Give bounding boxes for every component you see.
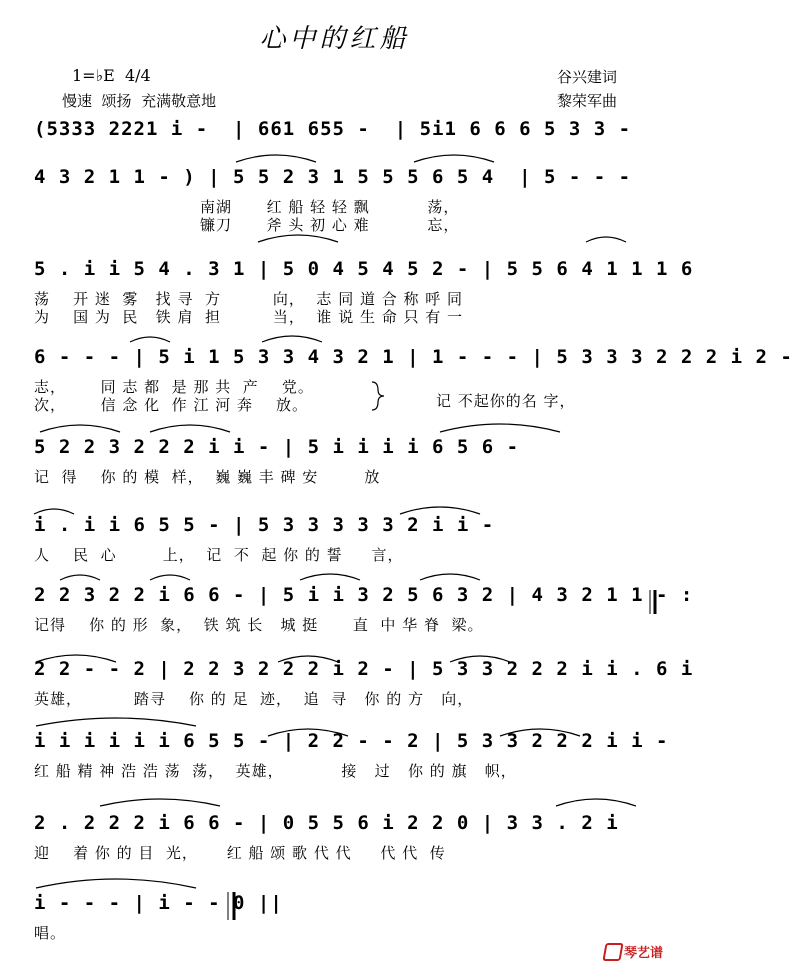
lyric-line: 为 国 为 民 铁 肩 担 当， 谁 说 生 命 只 有 一 [34, 308, 464, 326]
lyric-line: 唱。 [34, 924, 67, 942]
composer-credit: 黎荣军曲 [557, 92, 618, 110]
notation-line: i i i i i i 6 5 5 - | 2 2 - - 2 | 5 3 3 2 2 2 i i - [34, 730, 669, 752]
tempo-marking: 慢速 颂扬 充满敬意地 [62, 92, 217, 110]
lyric-line: 志， 同 志 都 是 那 共 产 党。 [34, 378, 314, 396]
logo-mark-icon [602, 943, 623, 961]
lyric-line: 镰刀 斧 头 初 心 难 忘， [200, 216, 460, 234]
lyric-line: 记得 你 的 形 象， 铁 筑 长 城 挺 直 中 华 脊 梁。 [34, 616, 484, 634]
site-logo: 琴艺谱 [604, 942, 663, 961]
notation-line: 2 2 3 2 2 i 6 6 - | 5 i i 3 2 5 6 3 2 | 4 3 2 1 1 - : [34, 584, 694, 606]
lyric-line: 红 船 精 神 浩 浩 荡 荡， 英雄， 接 过 你 的 旗 帜， [34, 762, 517, 780]
key-signature: 1=♭E 4/4 [72, 66, 151, 85]
lyric-line: 英雄， 踏寻 你 的 足 迹， 追 寻 你 的 方 向， [34, 690, 474, 708]
notation-line: 4 3 2 1 1 - ) | 5 5 2 3 1 5 5 5 6 5 4 | 5 - - - [34, 166, 632, 188]
notation-line: i . i i 6 5 5 - | 5 3 3 3 3 3 2 i i - [34, 514, 495, 536]
side-lyric: 记 不起你的名 字， [436, 392, 576, 410]
notation-line: 6 - - - | 5 i 1 5 3 3 4 3 2 1 | 1 - - - | 5 3 3 3 2 2 2 i 2 - [34, 346, 793, 368]
lyric-line: 记 得 你 的 模 样， 巍 巍 丰 碑 安 放 [34, 468, 381, 486]
notation-line: 2 2 - - 2 | 2 2 3 2 2 2 i 2 - | 5 3 3 2 2 2 i i . 6 i [34, 658, 694, 680]
notation-line: (5333 2221 i - | 661 655 - | 5i1 6 6 6 5 3 3 - [34, 118, 632, 140]
lyric-line: 荡 开 迷 雾 找 寻 方 向， 志 同 道 合 称 呼 同 [34, 290, 464, 308]
lyric-line: 南湖 红 船 轻 轻 飘 荡， [200, 198, 460, 216]
lyric-line: 次， 信 念 化 作 江 河 奔 放。 [34, 396, 309, 414]
notation-line: 5 . i i 5 4 . 3 1 | 5 0 4 5 4 5 2 - | 5 5 6 4 1 1 1 6 [34, 258, 694, 280]
notation-line: 2 . 2 2 2 i 6 6 - | 0 5 5 6 i 2 2 0 | 3 3 . 2 i [34, 812, 619, 834]
lyric-line: 迎 着 你 的 目 光， 红 船 颂 歌 代 代 代 代 传 [34, 844, 446, 862]
notation-line: i - - - | i - - 0 || [34, 892, 283, 914]
lyric-line: 人 民 心 上， 记 不 起 你 的 誓 言， [34, 546, 404, 564]
notation-line: 5 2 2 3 2 2 2 i i - | 5 i i i i 6 5 6 - [34, 436, 520, 458]
lyricist-credit: 谷兴建词 [557, 68, 618, 86]
song-title: 心中的红船 [259, 24, 410, 54]
